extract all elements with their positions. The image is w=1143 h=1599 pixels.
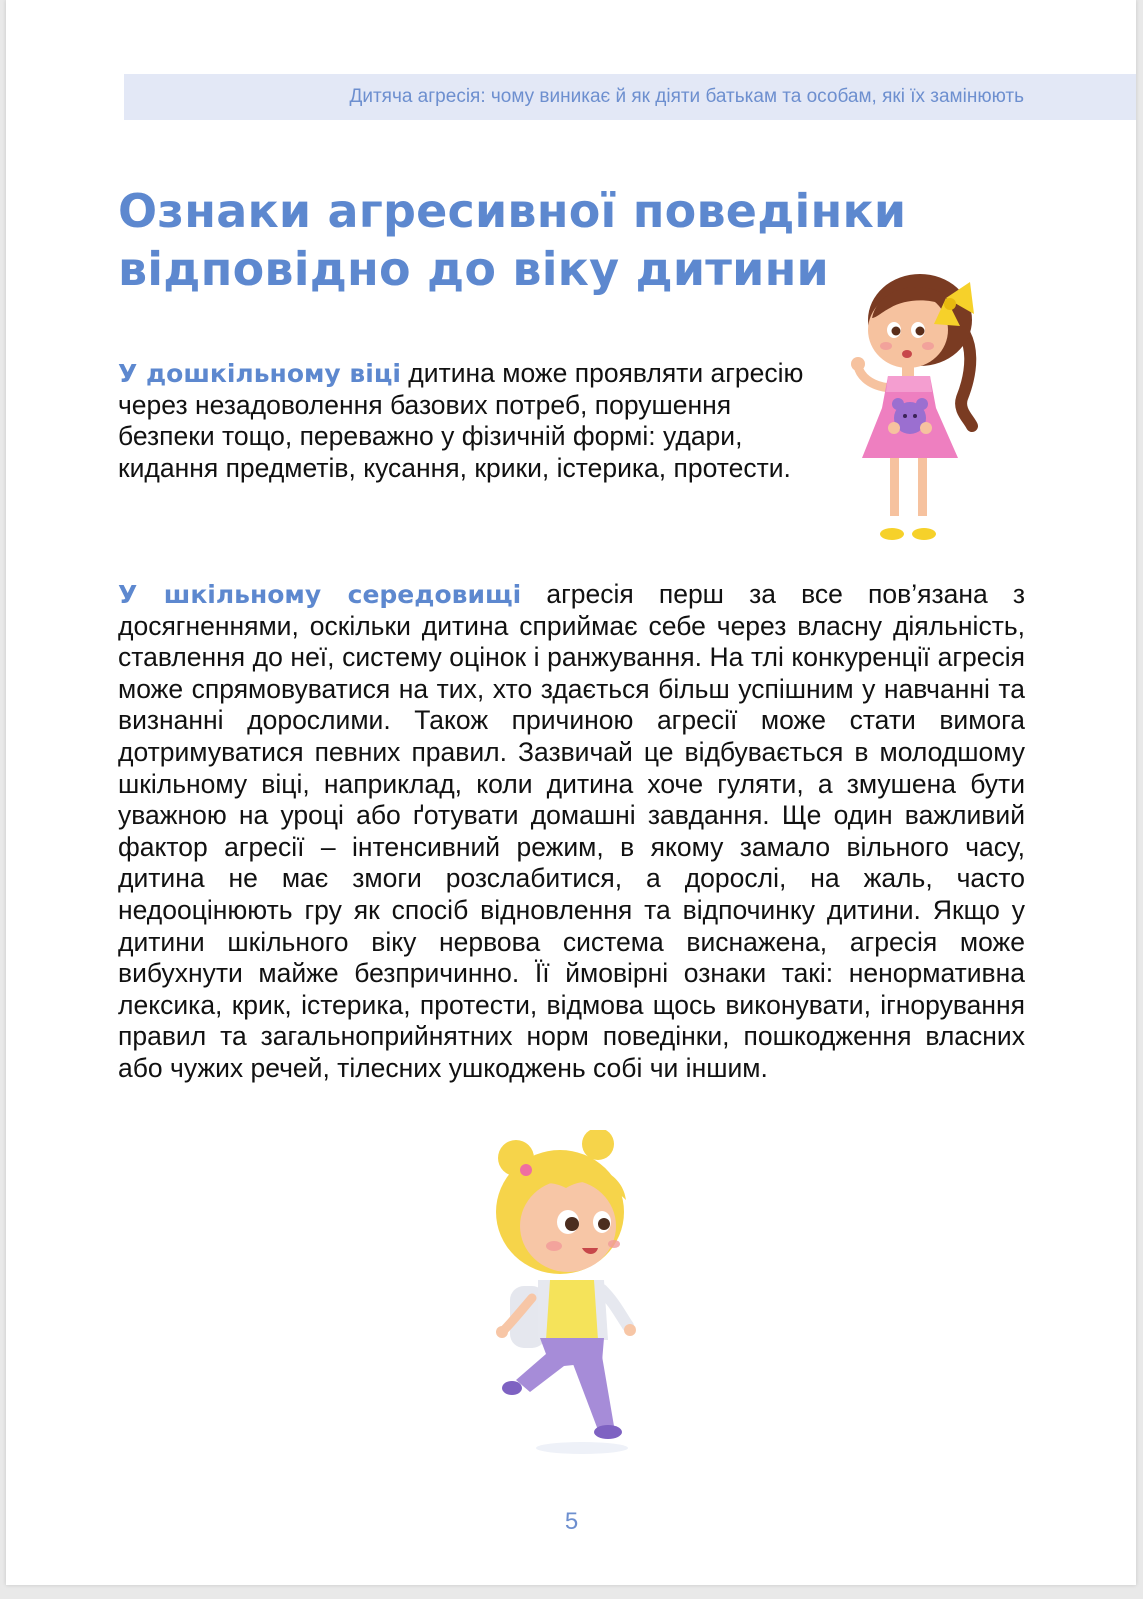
running-header-title: Дитяча агресія: чому виникає й як діяти батькам та особам, які їх замінюють: [349, 86, 1024, 107]
page-title: [118, 182, 906, 298]
school-lead: У шкільному середовищі: [118, 580, 522, 609]
school-paragraph: [118, 579, 1025, 1085]
page-number: 5: [564, 1508, 579, 1535]
school-body: агресія перш за все пов’язана з досягненнями, оскільки дитина сприймає себе через власну діяльність, ставлення до неї, систему оцінок і ранжування. На тлі конкуренції агресія може спрямовуватися на тих, хто здається більш успішним у навчанні та визнанні дорослими. Також причиною агресії може стати вимога дотримуватися певних правил. Зазвичай це відбувається в молодшому шкільному віці, наприклад, коли дитина хоче гуляти, а змушена бути уважною на уроці або ґотувати домашні завдання. Ще один важливий фактор агресії – інтенсивний режим, в якому замало вільного часу, дитина не має змоги розслабитися, а дорослі, на жаль, часто недооцінюють гру як спосіб відновлення та відпочинку дитини. Якщо у дитини шкільного віку нервова система виснажена, агресія може вибухнути майже безпричинно. Її ймовірні ознаки такі: ненормативна лексика, крик, істерика, протести, відмова щось виконувати, ігнорування правил та загальноприйнятних норм поведінки, пошкодження власних або чужих речей, тілесних ушкоджень собі чи іншим.: [118, 579, 1025, 1083]
preschool-paragraph: [118, 358, 808, 484]
running-header: [124, 74, 1136, 120]
preschool-lead: У дошкільному віці: [118, 359, 401, 388]
girl-with-teddy-bear-illustration: [850, 268, 1010, 558]
preschool-body: дитина може проявляти агресію через незадоволення базових потреб, порушення безпеки тощо, переважно у фізичній формі: удари, кидання предметів, кусання, крики, істерика, протести.: [118, 358, 804, 483]
page-title-line-2: відповідно до віку дитини: [118, 242, 829, 296]
running-schoolgirl-illustration: [490, 1130, 650, 1470]
page-title-line-1: Ознаки агресивної поведінки: [118, 184, 907, 238]
